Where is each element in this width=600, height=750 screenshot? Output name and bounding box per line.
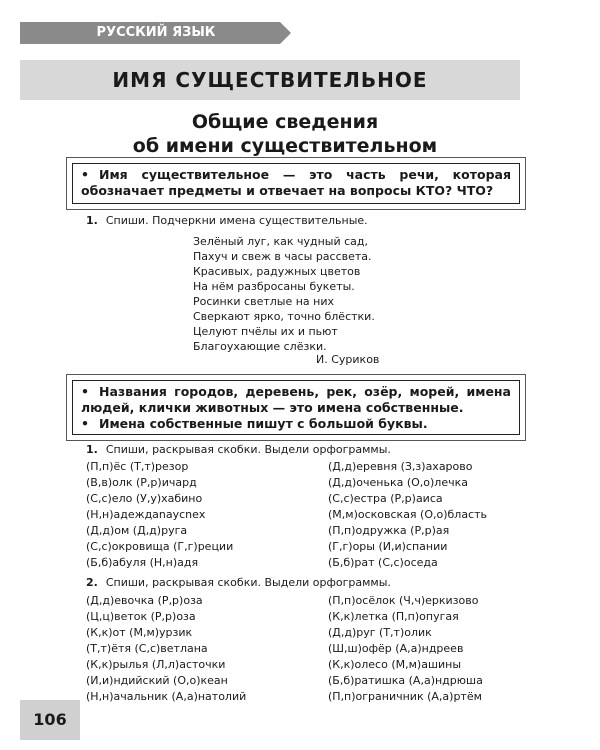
word-pair: (М,м)осковская (О,о)бласть bbox=[328, 508, 488, 521]
exercise-3-instruction bbox=[86, 576, 391, 589]
word-pair: (Г,г)оры (И,и)спании bbox=[328, 540, 448, 553]
word-pair: (П,п)ёс (Т,т)резор bbox=[86, 460, 189, 473]
rule-box-noun-definition bbox=[72, 163, 520, 204]
poem-line: Пахуч и свеж в часы рассвета. bbox=[193, 250, 372, 263]
word-pair: (С,с)окровища (Г,г)реции bbox=[86, 540, 234, 553]
word-pair: (С,с)естра (Р,р)аиса bbox=[328, 492, 443, 505]
topic-line-1: Общие сведения bbox=[191, 111, 379, 133]
chapter-title: ИМЯ СУЩЕСТВИТЕЛЬНОЕ bbox=[112, 68, 428, 92]
exercise-1-instruction bbox=[86, 214, 368, 227]
word-pair: (Ш,ш)офёр (А,а)ндреев bbox=[328, 642, 464, 655]
word-pair: (К,к)олесо (М,м)ашины bbox=[328, 658, 462, 671]
section-tab: РУССКИЙ ЯЗЫК bbox=[20, 22, 280, 44]
exercise-3-left-column bbox=[86, 593, 246, 705]
poem bbox=[193, 234, 375, 354]
word-pair: (Д,д)ом (Д,д)руга bbox=[86, 524, 188, 537]
poem-line: Красивых, радужных цветов bbox=[193, 265, 361, 278]
word-pair: (Н,н)ачальник (А,а)натолий bbox=[86, 690, 247, 703]
poem-line: Благоухающие слёзки. bbox=[193, 340, 327, 353]
word-pair: (П,п)одружка (Р,р)ая bbox=[328, 524, 450, 537]
instruction-text: Спиши. Подчеркни имена существительные. bbox=[105, 214, 368, 227]
rule-text-1: Названия городов, деревень, рек, озёр, морей, имена людей, клички животных — это имена собственные. bbox=[81, 384, 511, 415]
instruction-text: Спиши, раскрывая скобки. Выдели орфограммы. bbox=[105, 576, 391, 589]
word-pair: (В,в)олк (Р,р)ичард bbox=[86, 476, 197, 489]
word-pair: (Д,д)евочка (Р,р)оза bbox=[86, 594, 203, 607]
exercise-2-right-column bbox=[328, 459, 487, 571]
bullet-icon: • bbox=[81, 167, 89, 182]
exercise-number: 2. bbox=[86, 576, 98, 589]
poem-line: Росинки светлые на них bbox=[193, 295, 335, 308]
poem-line: На нём разбросаны букеты. bbox=[193, 280, 355, 293]
word-pair: (Б,б)рат (С,с)оседа bbox=[328, 556, 438, 569]
rule-text: Имя существительное — это часть речи, которая обозначает предметы и отвечает на вопросы КТО? ЧТО? bbox=[81, 167, 511, 198]
word-pair: (Д,д)руг (Т,т)олик bbox=[328, 626, 432, 639]
word-pair: (И,и)ндийский (О,о)кеан bbox=[86, 674, 228, 687]
word-pair: (С,с)ело (У,у)хабино bbox=[86, 492, 203, 505]
poem-line: Сверкают ярко, точно блёстки. bbox=[193, 310, 375, 323]
exercise-number: 1. bbox=[86, 443, 98, 456]
exercise-2-instruction bbox=[86, 443, 391, 456]
bullet-icon: • bbox=[81, 384, 89, 399]
poem-line: Зелёный луг, как чудный сад, bbox=[193, 235, 369, 248]
bullet-icon: • bbox=[81, 416, 89, 431]
word-pair: (Б,б)ратишка (А,а)ндрюша bbox=[328, 674, 483, 687]
rule-text-2: Имена собственные пишут с большой буквы. bbox=[99, 416, 428, 431]
poem-author: И. Суриков bbox=[316, 353, 380, 366]
instruction-text: Спиши, раскрывая скобки. Выдели орфограммы. bbox=[105, 443, 391, 456]
exercise-number: 1. bbox=[86, 214, 98, 227]
word-pair: (К,к)от (М,м)урзик bbox=[86, 626, 193, 639]
word-pair: (П,п)осёлок (Ч,ч)еркизово bbox=[328, 594, 479, 607]
word-pair: (К,к)летка (П,п)опугая bbox=[328, 610, 459, 623]
word-pair: (К,к)рылья (Л,л)асточки bbox=[86, 658, 226, 671]
topic-line-2: об имени существительном bbox=[132, 135, 438, 157]
poem-line: Целуют пчёлы их и пьют bbox=[193, 325, 338, 338]
word-pair: (Т,т)ётя (С,с)ветлана bbox=[86, 642, 208, 655]
exercise-2-left-column bbox=[86, 459, 233, 571]
word-pair: (Д,д)оченька (О,о)лечка bbox=[328, 476, 468, 489]
word-pair: (Б,б)абуля (Н,н)адя bbox=[86, 556, 199, 569]
page-number: 106 bbox=[20, 700, 80, 740]
rule-box-proper-nouns bbox=[72, 380, 520, 435]
word-pair: (Д,д)еревня (З,з)ахарово bbox=[328, 460, 473, 473]
exercise-3-right-column bbox=[328, 593, 483, 705]
word-pair: (Ц,ц)веток (Р,р)оза bbox=[86, 610, 196, 623]
word-pair: (Н,н)адеждаnаусnех bbox=[86, 508, 206, 521]
word-pair: (П,п)ограничник (А,а)ртём bbox=[328, 690, 482, 703]
topic-title bbox=[85, 110, 485, 158]
